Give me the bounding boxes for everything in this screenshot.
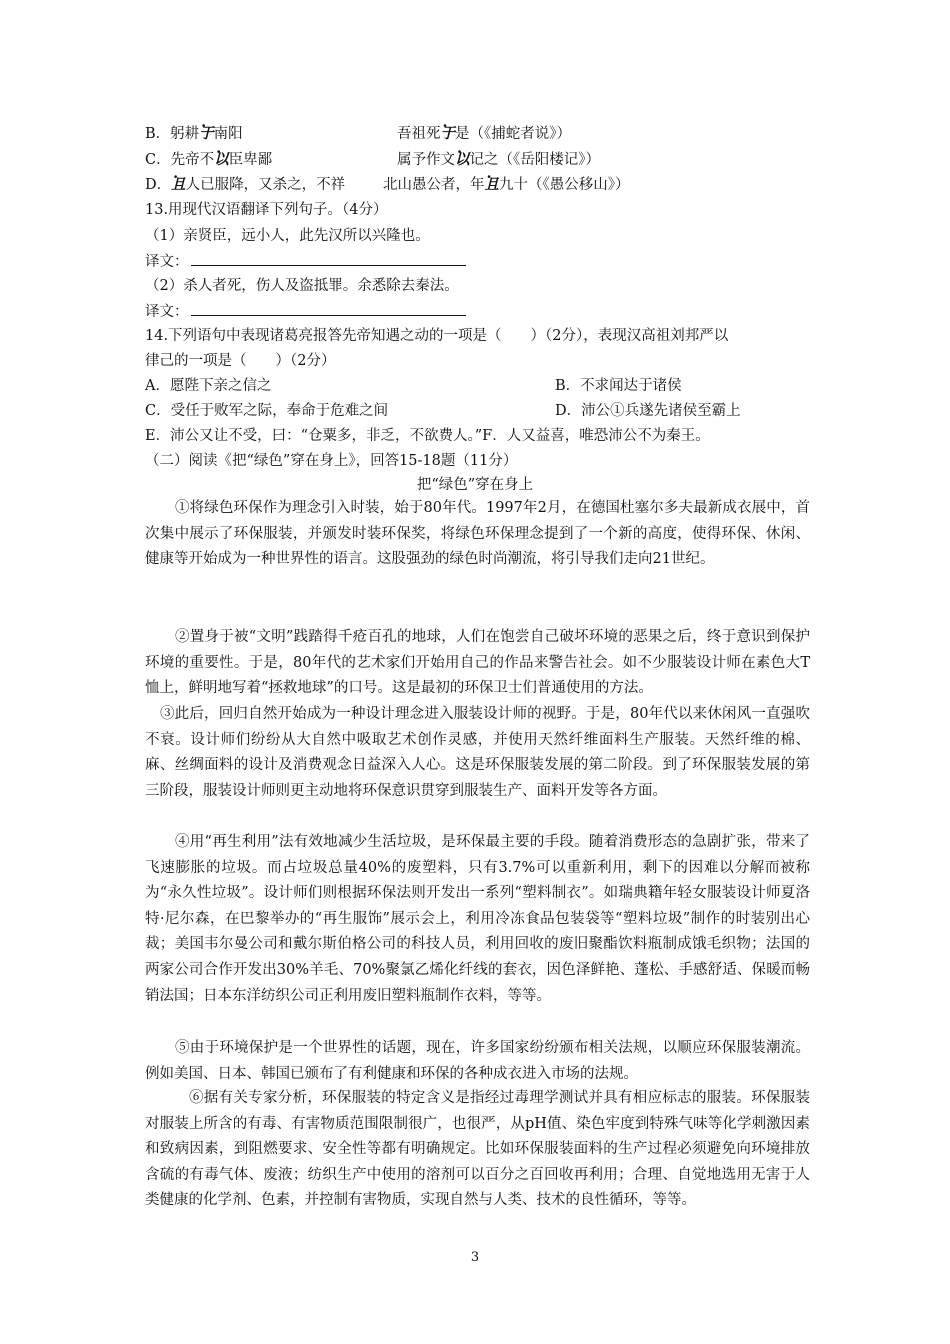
option-text: 是（《捕蛇者说》） bbox=[455, 126, 571, 142]
q14-stem-line-2: 律己的一项是（ ）（2分） bbox=[145, 353, 336, 369]
paragraph-2: ②置身于被“文明”践踏得千疮百孔的地球，人们在饱尝自己破坏环境的恶果之后，终于意识到保护环境的重要性。于是，80年代的艺术家们开始用自己的作品来警告社会。如不少服装设计师在素色大T恤上，鲜明地写着“拯救地球”的口号。这是最初的环保卫士们普通使用的方法。 bbox=[145, 629, 810, 697]
paragraph-1: ①将绿色环保作为理念引入时装，始于80年代。1997年2月，在德国杜塞尔多夫最新成衣展中，首次集中展示了环保服装，并颁发时装环保奖，将绿色环保理念提到了一个新的高度，使得环保、休闲、健康等开始成为一种世界性的语言。这股强劲的绿色时尚潮流，将引导我们走向21世纪。 bbox=[145, 500, 810, 568]
q14-options-cd bbox=[145, 401, 741, 421]
q13-answer-2 bbox=[145, 301, 466, 322]
option-text: 记之（《岳阳楼记》） bbox=[469, 152, 600, 168]
option-d: D．沛公①兵遂先诸侯至霸上 bbox=[555, 403, 741, 419]
option-f: F．人又益喜，唯恐沛公不为秦王。 bbox=[482, 428, 710, 444]
answer-label: 译文： bbox=[145, 304, 189, 320]
option-text: 北山愚公者，年 bbox=[383, 177, 485, 193]
option-b: B．不求闻达于诸侯 bbox=[555, 378, 682, 394]
q12-option-d bbox=[145, 175, 630, 195]
q14-options-ab bbox=[145, 376, 682, 396]
option-a: A．愿陛下亲之信之 bbox=[145, 378, 272, 394]
option-text: C．先帝不 bbox=[145, 152, 215, 168]
answer-blank[interactable] bbox=[191, 301, 466, 316]
article-title: 把“绿色”穿在身上 bbox=[416, 477, 534, 493]
emphasis-char: 于 bbox=[199, 125, 214, 142]
option-text: B．躬耕 bbox=[145, 126, 200, 142]
option-text: 九十（《愚公移山》） bbox=[499, 177, 630, 193]
paragraph-5: ⑤由于环境保护是一个世界性的话题，现在，许多国家纷纷颁布相关法规，以顺应环保服装潮流。例如美国、日本、韩国已颁布了有利健康和环保的各种成衣进入市场的法规。 bbox=[145, 1040, 810, 1082]
option-text: 吾祖死 bbox=[397, 126, 441, 142]
section-heading: （二）阅读《把“绿色”穿在身上》，回答15-18题（11分） bbox=[145, 453, 518, 469]
emphasis-char: 以 bbox=[214, 151, 229, 168]
q12-option-c bbox=[145, 150, 600, 170]
option-c: C．受任于败军之际，奉命于危难之间 bbox=[145, 403, 389, 419]
q13-answer-1 bbox=[145, 251, 466, 272]
paragraph-4: ④用“再生利用”法有效地减少生活垃圾，是环保最主要的手段。随着消费形态的急剧扩张，带来了飞速膨胀的垃圾。而占垃圾总量40%的废塑料，只有3.7%可以重新利用，剩下的因难以分解而被称为“永久性垃圾”。设计师们则根据环保法则开发出一系列“塑料制衣”。如瑞典籍年轻女服装设计师夏洛特·尼尔森，在巴黎举办的“再生服饰”展示会上，利用冷冻食品包装袋等“塑料垃圾”制作的时装别出心裁；美国韦尔曼公司和戴尔斯伯格公司的科技人员，利用回收的废旧聚酯饮料瓶制成饿毛织物；法国的两家公司合作开发出30%羊毛、70%聚氯乙烯化纤线的套衣，因色泽鲜艳、蓬松、手感舒适、保暖而畅销法国；日本东洋纺织公司正利用废旧塑料瓶制作衣料，等等。 bbox=[145, 834, 810, 1004]
q13-stem: 13.用现代汉语翻译下列句子。（4分） bbox=[145, 202, 388, 218]
q14-stem-line-1: 14.下列语句中表现诸葛亮报答先帝知遇之动的一项是（ ）（2分），表现汉高祖刘邦严以 bbox=[145, 328, 729, 344]
option-e: E．沛公又让不受，曰：“仓粟多，非乏，不欲费人。” bbox=[145, 428, 483, 444]
answer-label: 译文： bbox=[145, 254, 189, 270]
option-text: 臣卑鄙 bbox=[228, 152, 273, 168]
q14-options-ef bbox=[145, 426, 710, 446]
q12-option-b bbox=[145, 124, 571, 144]
emphasis-char: 于 bbox=[440, 125, 455, 142]
page-number: 3 bbox=[470, 1250, 480, 1265]
answer-blank[interactable] bbox=[191, 251, 466, 266]
option-text: 属予作文 bbox=[397, 152, 455, 168]
q13-sentence-1: （1）亲贤臣，远小人，此先汉所以兴隆也。 bbox=[145, 228, 430, 244]
emphasis-char: 以 bbox=[455, 151, 470, 168]
option-text: 南阳 bbox=[213, 126, 243, 142]
option-text: 人已服降，又杀之，不祥 bbox=[185, 177, 346, 193]
paragraph-3: ③此后，回归自然开始成为一种设计理念进入服装设计师的视野。于是，80年代以来休闲风一直强吹不衰。设计师们纷纷从大自然中吸取艺术创作灵感，并使用天然纤维面料生产服装。天然纤维的棉、麻、丝绸面料的设计及消费观念日益深入人心。这是环保服装发展的第二阶段。到了环保服装发展的第三阶段，服装设计师则更主动地将环保意识贯穿到服装生产、面料开发等各方面。 bbox=[145, 706, 810, 799]
emphasis-char: 且 bbox=[484, 176, 499, 193]
paragraph-6: ⑥据有关专家分析，环保服装的特定含义是指经过毒理学测试并具有相应标志的服装。环保服装对服装上所含的有毒、有害物质范围限制很广，也很严，从pH值、染色牢度到特殊气味等化学刺激因素和致病因素，到阻燃要求、安全性等都有明确规定。比如环保服装面料的生产过程必须避免向环境排放含硫的有毒气体、废液；纺织生产中使用的溶剂可以百分之百回收再利用；合理、自觉地选用无害于人类健康的化学剂、色素，并控制有害物质，实现自然与人类、技术的良性循环，等等。 bbox=[145, 1090, 810, 1209]
option-text: D． bbox=[145, 177, 172, 193]
emphasis-char: 且 bbox=[171, 176, 186, 193]
q13-sentence-2: （2）杀人者死，伤人及盗抵罪。余悉除去秦法。 bbox=[145, 278, 459, 294]
